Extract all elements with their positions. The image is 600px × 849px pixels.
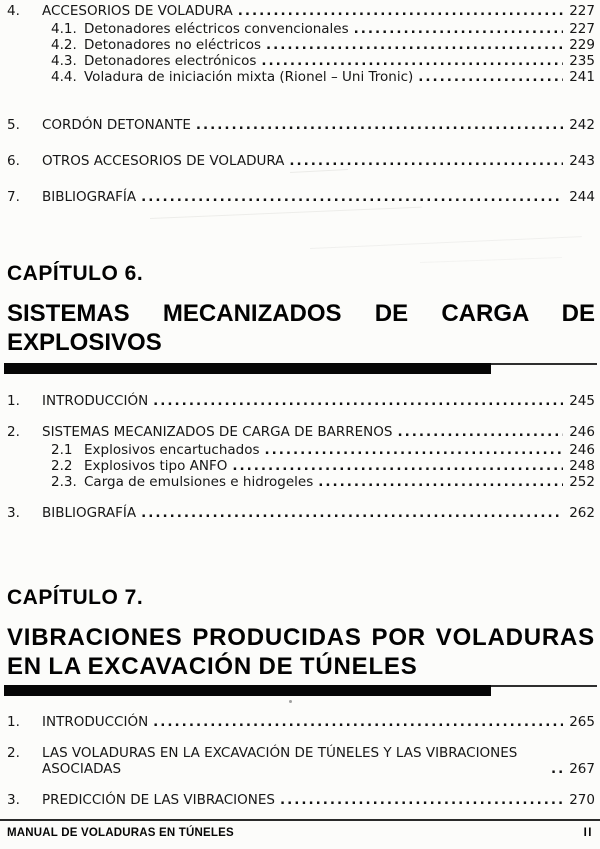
toc-entry-page: 229 (569, 37, 595, 53)
toc-entry (7, 69, 595, 85)
toc-entry-page: 242 (569, 117, 595, 133)
toc-entry (7, 424, 595, 440)
page-footer (0, 819, 600, 839)
toc-entry (7, 505, 595, 521)
toc-entry-label: Carga de emulsiones e hidrogeles (84, 474, 314, 490)
chapter-6-block (7, 262, 595, 521)
toc-entry (7, 3, 595, 19)
toc-entry-label: CORDÓN DETONANTE (42, 117, 191, 133)
chapter-title (7, 623, 595, 681)
toc-entry-number: 4.3. (51, 53, 77, 69)
toc-entry (7, 21, 595, 37)
toc-leader-dots (318, 474, 563, 490)
toc-entry (7, 37, 595, 53)
toc-entry-label: Detonadores electrónicos (84, 53, 257, 69)
toc-entry-list (7, 374, 595, 521)
toc-entry (7, 745, 595, 777)
toc-entry-page: 245 (569, 393, 595, 409)
section-divider (4, 685, 599, 696)
chapter-7-block (7, 586, 595, 808)
toc-entry-page: 244 (569, 189, 595, 205)
toc-leader-dots (551, 761, 563, 777)
toc-entry-list (7, 696, 595, 808)
toc-entry-page: 262 (569, 505, 595, 521)
toc-continued-block (7, 3, 595, 205)
toc-entry-label: OTROS ACCESORIOS DE VOLADURA (42, 153, 285, 169)
toc-entry-page: 252 (569, 474, 595, 490)
scan-artifact (150, 207, 422, 219)
toc-entry-number: 6. (7, 153, 20, 169)
toc-entry (7, 714, 595, 730)
chapter-kicker: CAPÍTULO 6. (7, 262, 144, 285)
toc-entry-label: ACCESORIOS DE VOLADURA (42, 3, 233, 19)
toc-entry-label: BIBLIOGRAFÍA (42, 189, 137, 205)
toc-entry-number: 3. (7, 792, 20, 808)
toc-leader-dots (153, 714, 563, 730)
footer-book-title: MANUAL DE VOLADURAS EN TÚNELES (7, 827, 234, 839)
toc-entry-number: 4.4. (51, 69, 77, 85)
toc-entry-number: 7. (7, 189, 20, 205)
toc-entry (7, 474, 595, 490)
toc-leader-dots (289, 153, 563, 169)
toc-entry (7, 458, 595, 474)
divider-thick-bar (4, 363, 491, 374)
toc-leader-dots (196, 117, 563, 133)
toc-entry-label: Explosivos tipo ANFO (84, 458, 228, 474)
toc-entry (7, 117, 595, 133)
toc-entry-page: 270 (569, 792, 595, 808)
scan-artifact (310, 236, 582, 249)
toc-leader-dots (354, 21, 563, 37)
toc-leader-dots (261, 53, 563, 69)
toc-leader-dots (141, 505, 563, 521)
toc-entry-label: LAS VOLADURAS EN LA EXCAVACIÓN DE TÚNELES Y LAS VIBRACIONES ASOCIADAS (42, 745, 518, 777)
toc-entry (7, 792, 595, 808)
toc-entry-page: 265 (569, 714, 595, 730)
toc-entry-page: 248 (569, 458, 595, 474)
toc-entry-number: 2. (7, 424, 20, 440)
toc-leader-dots (397, 424, 563, 440)
toc-leader-dots (266, 37, 563, 53)
toc-entry-page: 246 (569, 424, 595, 440)
toc-entry-label: Detonadores eléctricos convencionales (84, 21, 349, 37)
toc-entry-label: Explosivos encartuchados (84, 442, 260, 458)
chapter-title-line: EXPLOSIVOS (7, 329, 162, 356)
chapter-title (7, 299, 595, 357)
toc-entry-label: Voladura de iniciación mixta (Rionel – Uni Tronic) (84, 69, 414, 85)
toc-leader-dots (141, 189, 563, 205)
toc-entry-number: 2. (7, 745, 20, 761)
chapter-title-line: VIBRACIONES PRODUCIDAS POR VOLADURAS (7, 624, 595, 651)
toc-entry-page: 267 (569, 761, 595, 777)
toc-entry-page: 243 (569, 153, 595, 169)
toc-leader-dots (153, 393, 563, 409)
chapter-title-line: SISTEMAS MECANIZADOS DE CARGA DE (7, 300, 595, 327)
divider-thick-bar (4, 685, 491, 696)
toc-entry-list (7, 3, 595, 205)
chapter-title-line: EN LA EXCAVACIÓN DE TÚNELES (7, 653, 418, 680)
footer-page-number: II (583, 827, 593, 839)
toc-entry (7, 53, 595, 69)
toc-entry-label: Detonadores no eléctricos (84, 37, 261, 53)
toc-leader-dots (418, 69, 563, 85)
toc-entry-label: SISTEMAS MECANIZADOS DE CARGA DE BARRENOS (42, 424, 393, 440)
toc-entry-label: PREDICCIÓN DE LAS VIBRACIONES (42, 792, 275, 808)
toc-entry-number: 2.3. (51, 474, 77, 490)
toc-entry-page: 241 (569, 69, 595, 85)
toc-entry-label: INTRODUCCIÓN (42, 714, 149, 730)
toc-leader-dots (265, 442, 563, 458)
toc-entry-number: 2.1 (51, 442, 73, 458)
toc-entry (7, 393, 595, 409)
toc-entry-label: INTRODUCCIÓN (42, 393, 149, 409)
toc-entry-page: 235 (569, 53, 595, 69)
toc-entry-number: 2.2 (51, 458, 73, 474)
toc-entry-page: 246 (569, 442, 595, 458)
section-divider (4, 363, 599, 374)
toc-entry-number: 4. (7, 3, 20, 19)
toc-entry-page: 227 (569, 21, 595, 37)
toc-entry (7, 189, 595, 205)
toc-leader-dots (232, 458, 563, 474)
toc-entry-number: 5. (7, 117, 20, 133)
toc-entry (7, 442, 595, 458)
toc-entry-number: 3. (7, 505, 20, 521)
toc-entry-number: 4.2. (51, 37, 77, 53)
toc-entry-label: BIBLIOGRAFÍA (42, 505, 137, 521)
toc-leader-dots (238, 3, 563, 19)
toc-leader-dots (280, 792, 563, 808)
toc-entry-number: 1. (7, 714, 20, 730)
toc-entry-number: 4.1. (51, 21, 77, 37)
toc-entry (7, 153, 595, 169)
toc-entry-number: 1. (7, 393, 20, 409)
toc-entry-page: 227 (569, 3, 595, 19)
chapter-kicker: CAPÍTULO 7. (7, 586, 144, 609)
